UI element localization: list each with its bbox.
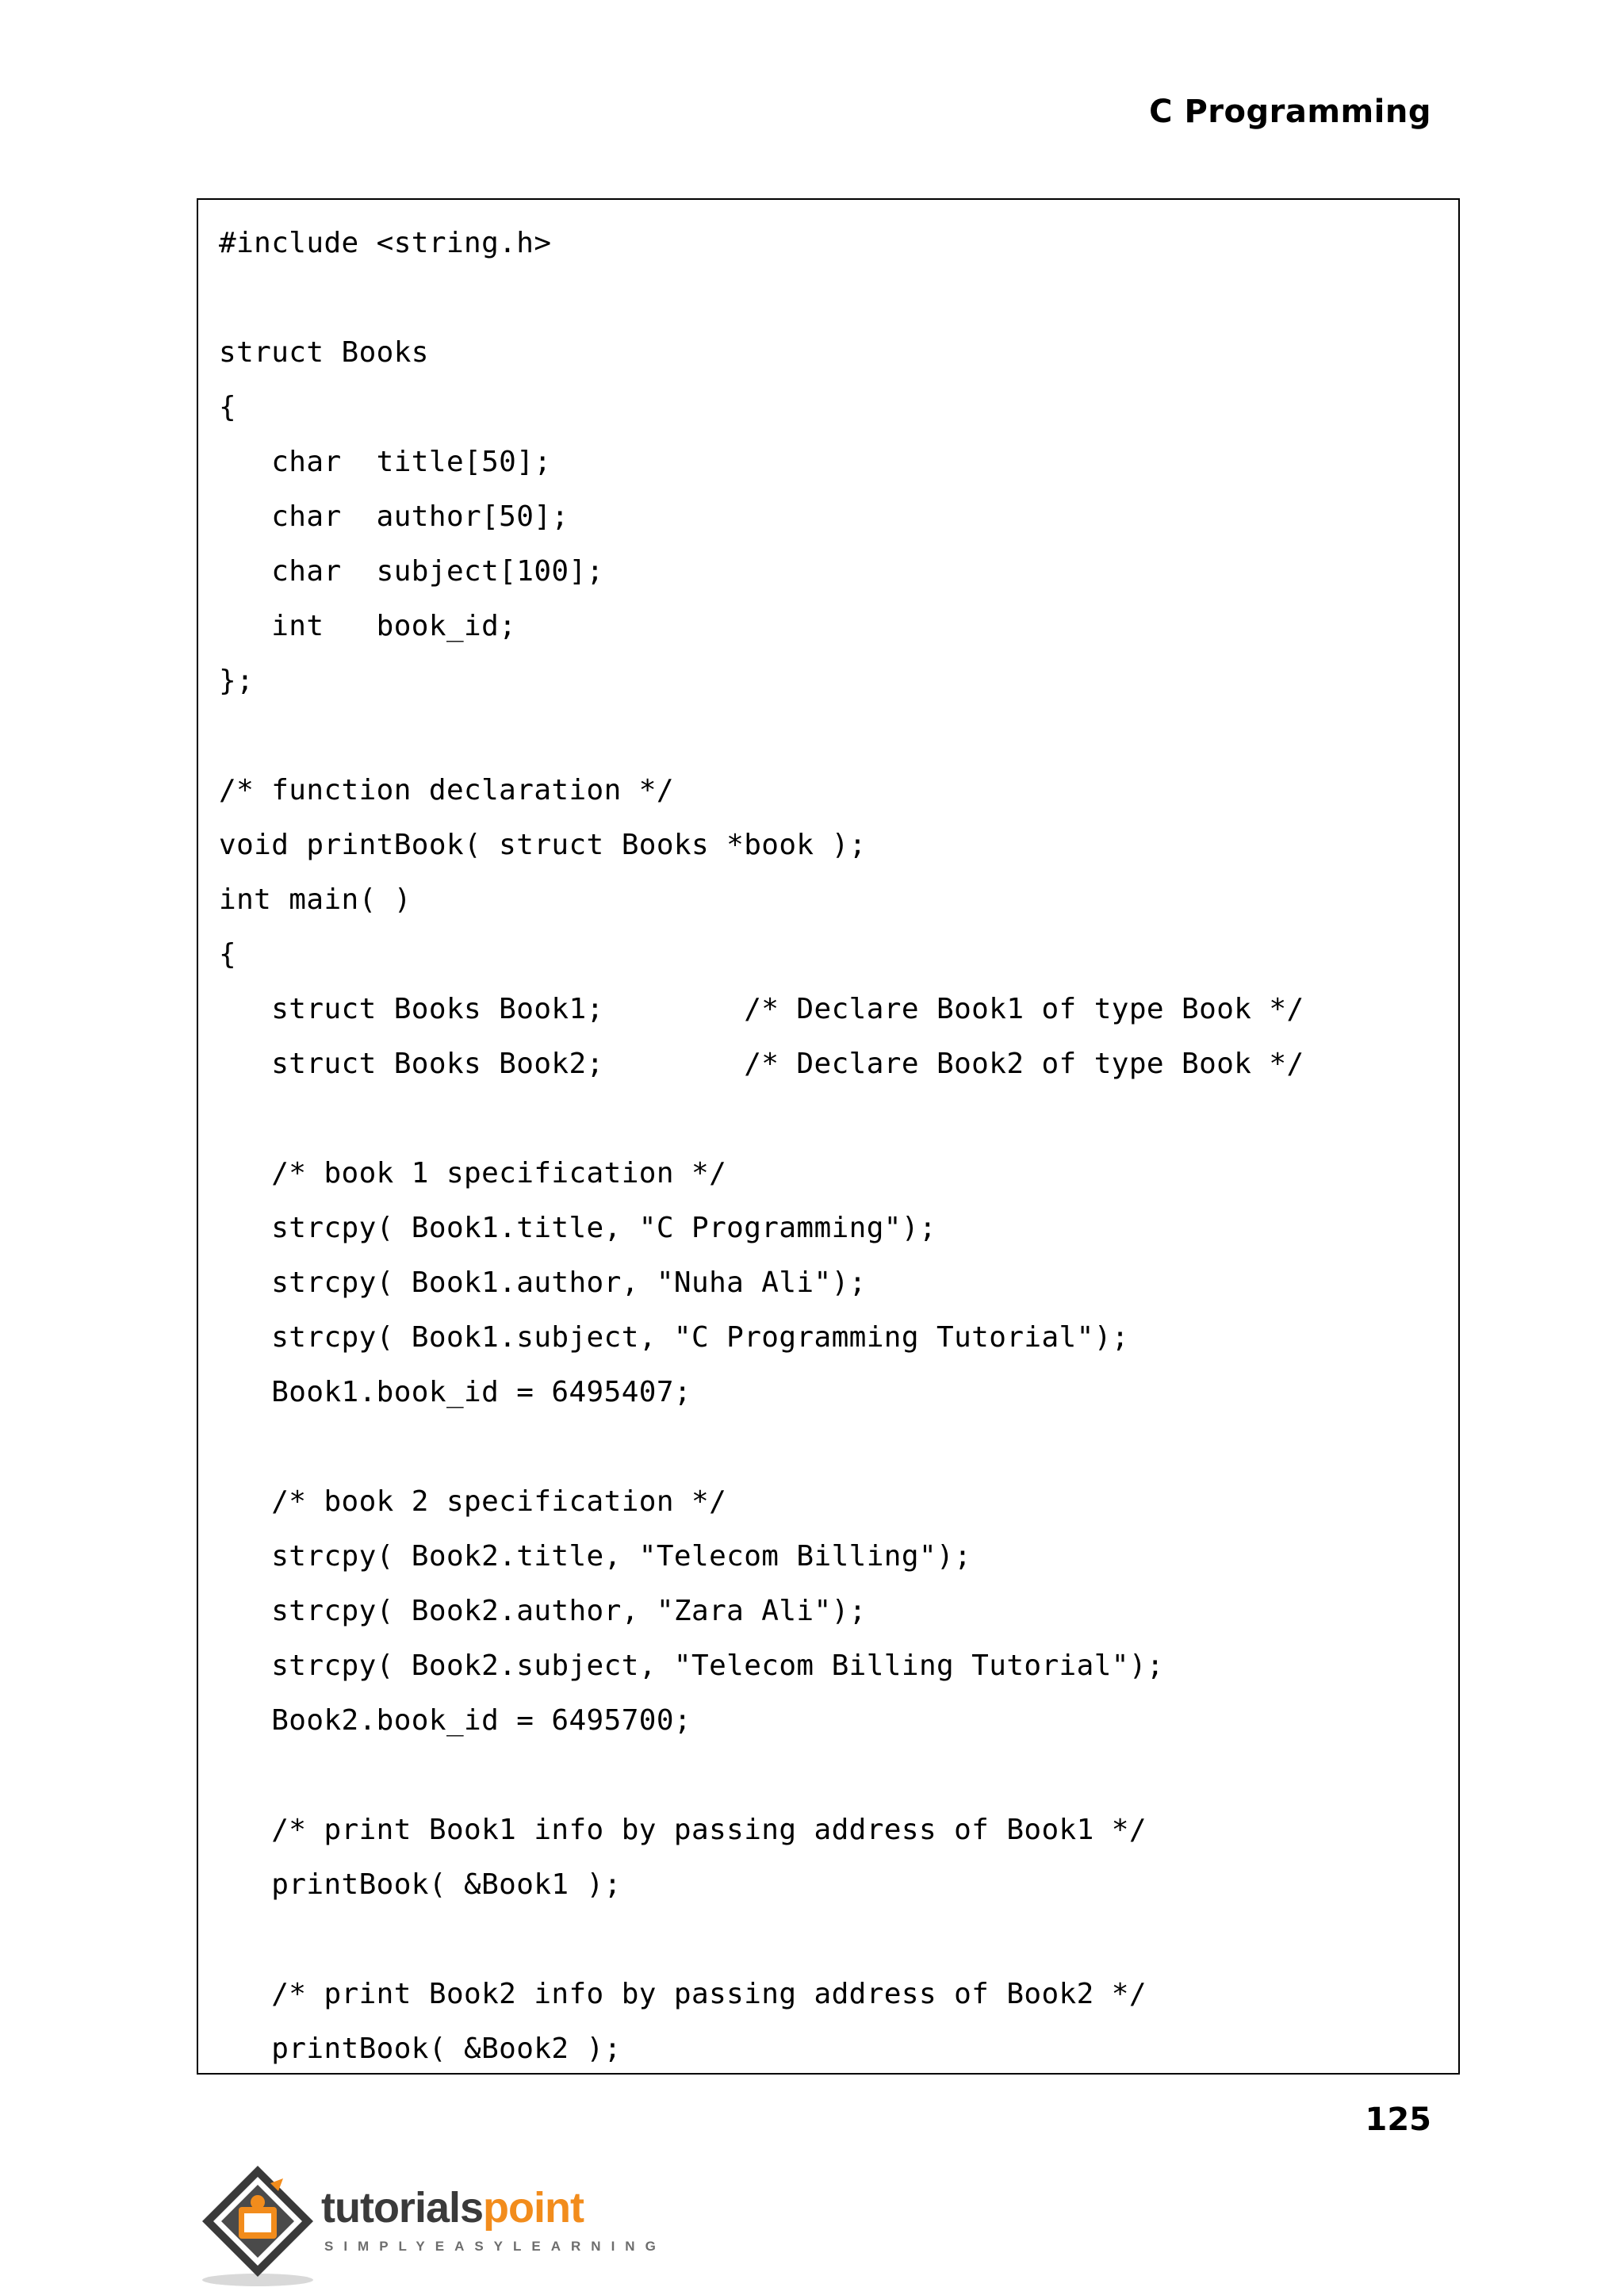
- logo-word-tutorials: tutorials: [321, 2184, 484, 2232]
- code-line: [219, 1420, 1304, 1474]
- code-block: [197, 198, 1460, 2075]
- code-line: struct Books Book2; /* Declare Book2 of type Book */: [219, 1048, 1304, 1080]
- code-line: strcpy( Book1.author, "Nuha Ali");: [219, 1266, 867, 1299]
- code-line: {: [219, 938, 237, 971]
- logo-word-point: point: [483, 2184, 584, 2232]
- code-line: [219, 1912, 1304, 1967]
- code-line: /* print Book1 info by passing address of Book1 */: [219, 1814, 1147, 1846]
- code-line: /* book 2 specification */: [219, 1485, 727, 1518]
- code-line: int main( ): [219, 883, 412, 916]
- code-line: struct Books: [219, 336, 429, 369]
- code-lines: [219, 216, 1304, 2076]
- code-line: [219, 708, 1304, 763]
- code-line: Book1.book_id = 6495407;: [219, 1376, 691, 1408]
- code-line: int book_id;: [219, 610, 517, 642]
- code-line: /* book 1 specification */: [219, 1157, 727, 1190]
- logo-wordmark: [321, 2183, 584, 2232]
- logo-diamond-icon: [194, 2161, 321, 2288]
- code-line: Book2.book_id = 6495700;: [219, 1704, 691, 1737]
- code-line: #include <string.h>: [219, 227, 552, 259]
- code-line: char author[50];: [219, 500, 569, 533]
- code-line: printBook( &Book2 );: [219, 2033, 622, 2065]
- page-number: 125: [1365, 2102, 1431, 2138]
- code-line: strcpy( Book2.author, "Zara Ali");: [219, 1595, 867, 1627]
- code-line: printBook( &Book1 );: [219, 1868, 622, 1901]
- page-header-title: C Programming: [1149, 94, 1431, 130]
- code-line: [219, 1748, 1304, 1803]
- code-line: /* function declaration */: [219, 774, 674, 807]
- code-line: void printBook( struct Books *book );: [219, 829, 867, 861]
- code-line: };: [219, 665, 255, 697]
- code-line: {: [219, 391, 237, 423]
- code-line: strcpy( Book2.subject, "Telecom Billing Tutorial");: [219, 1649, 1164, 1682]
- code-line: [219, 1091, 1304, 1146]
- code-line: strcpy( Book2.title, "Telecom Billing");: [219, 1540, 972, 1573]
- logo-tagline: SIMPLYEASYLEARNING: [324, 2239, 666, 2254]
- code-line: strcpy( Book1.subject, "C Programming Tutorial");: [219, 1321, 1129, 1354]
- code-line: /* print Book2 info by passing address of Book2 */: [219, 1978, 1147, 2010]
- tutorialspoint-logo: [194, 2161, 666, 2288]
- code-line: strcpy( Book1.title, "C Programming");: [219, 1212, 937, 1244]
- code-line: char title[50];: [219, 446, 552, 478]
- code-line: [219, 270, 1304, 325]
- code-line: struct Books Book1; /* Declare Book1 of type Book */: [219, 993, 1304, 1025]
- code-line: char subject[100];: [219, 555, 604, 588]
